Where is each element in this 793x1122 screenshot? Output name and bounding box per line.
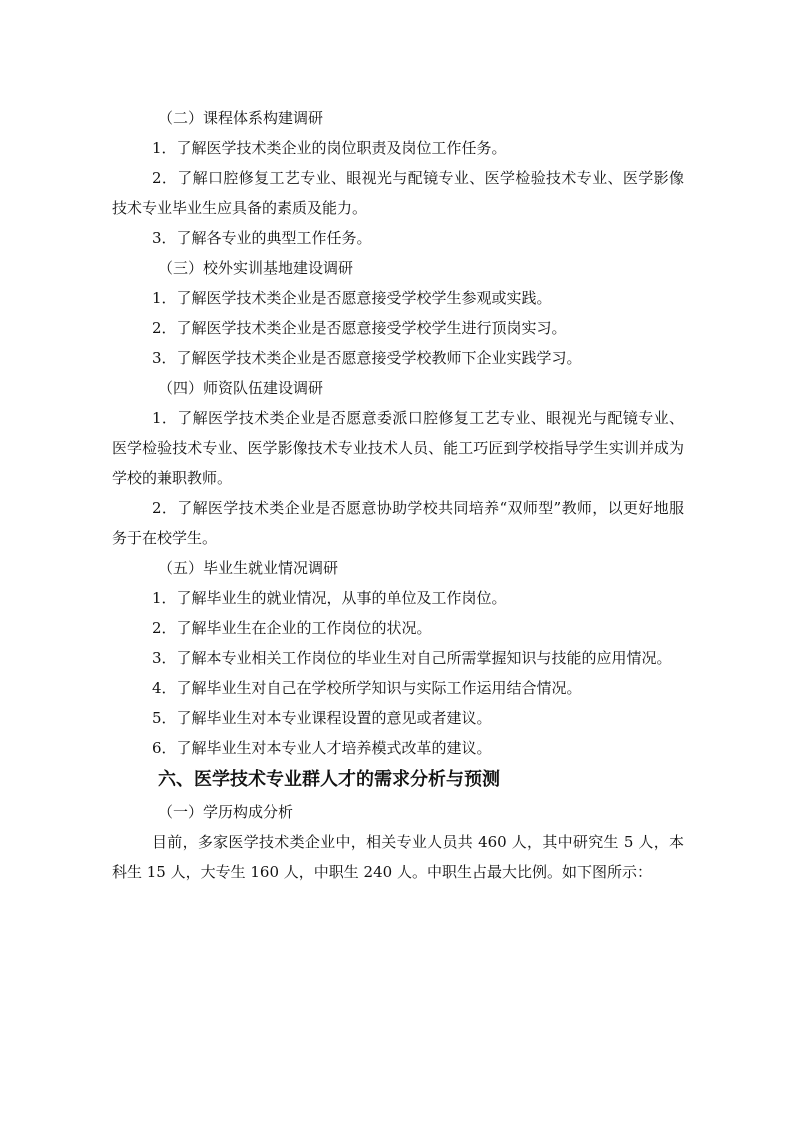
- section-heading-employment: （五）毕业生就业情况调研: [158, 559, 339, 577]
- section-heading-course-system: （二）课程体系构建调研: [158, 109, 324, 127]
- page-content: [112, 103, 684, 887]
- list-item: 3．了解本专业相关工作岗位的毕业生对自己所需掌握知识与技能的应用情况。: [152, 649, 672, 667]
- list-item: 1．了解医学技术类企业的岗位职责及岗位工作任务。: [152, 139, 507, 157]
- list-item: 2．了解医学技术类企业是否愿意协助学校共同培养“双师型”教师，以更好地服务于在校学生。: [112, 499, 684, 547]
- list-item: 3．了解各专业的典型工作任务。: [152, 229, 372, 247]
- section-heading-faculty: （四）师资队伍建设调研: [158, 379, 324, 397]
- list-item: 1．了解医学技术类企业是否愿意接受学校学生参观或实践。: [152, 289, 552, 307]
- chapter-title: 六、医学技术专业群人才的需求分析与预测: [158, 769, 500, 790]
- list-item: 4．了解毕业生对自己在学校所学知识与实际工作运用结合情况。: [152, 679, 582, 697]
- list-item: 1．了解医学技术类企业是否愿意委派口腔修复工艺专业、眼视光与配镜专业、医学检验技术专业、医学影像技术专业技术人员、能工巧匠到学校指导学生实训并成为学校的兼职教师。: [112, 409, 684, 487]
- subsection-heading-education: （一）学历构成分析: [158, 803, 294, 821]
- list-item: 2．了解口腔修复工艺专业、眼视光与配镜专业、医学检验技术专业、医学影像技术专业毕业生应具备的素质及能力。: [112, 169, 684, 217]
- list-item: 5．了解毕业生对本专业课程设置的意见或者建议。: [152, 709, 492, 727]
- section-heading-training-base: （三）校外实训基地建设调研: [158, 259, 354, 277]
- list-item: 6．了解毕业生对本专业人才培养模式改革的建议。: [152, 739, 492, 757]
- list-item: 2．了解医学技术类企业是否愿意接受学校学生进行顶岗实习。: [152, 319, 567, 337]
- list-item: 2．了解毕业生在企业的工作岗位的状况。: [152, 619, 432, 637]
- list-item: 1．了解毕业生的就业情况，从事的单位及工作岗位。: [152, 589, 507, 607]
- list-item: 3．了解医学技术类企业是否愿意接受学校教师下企业实践学习。: [152, 349, 582, 367]
- body-paragraph: 目前，多家医学技术类企业中，相关专业人员共 460 人，其中研究生 5 人，本科生 15 人，大专生 160 人，中职生 240 人。中职生占最大比例。如下图所示：: [112, 833, 684, 881]
